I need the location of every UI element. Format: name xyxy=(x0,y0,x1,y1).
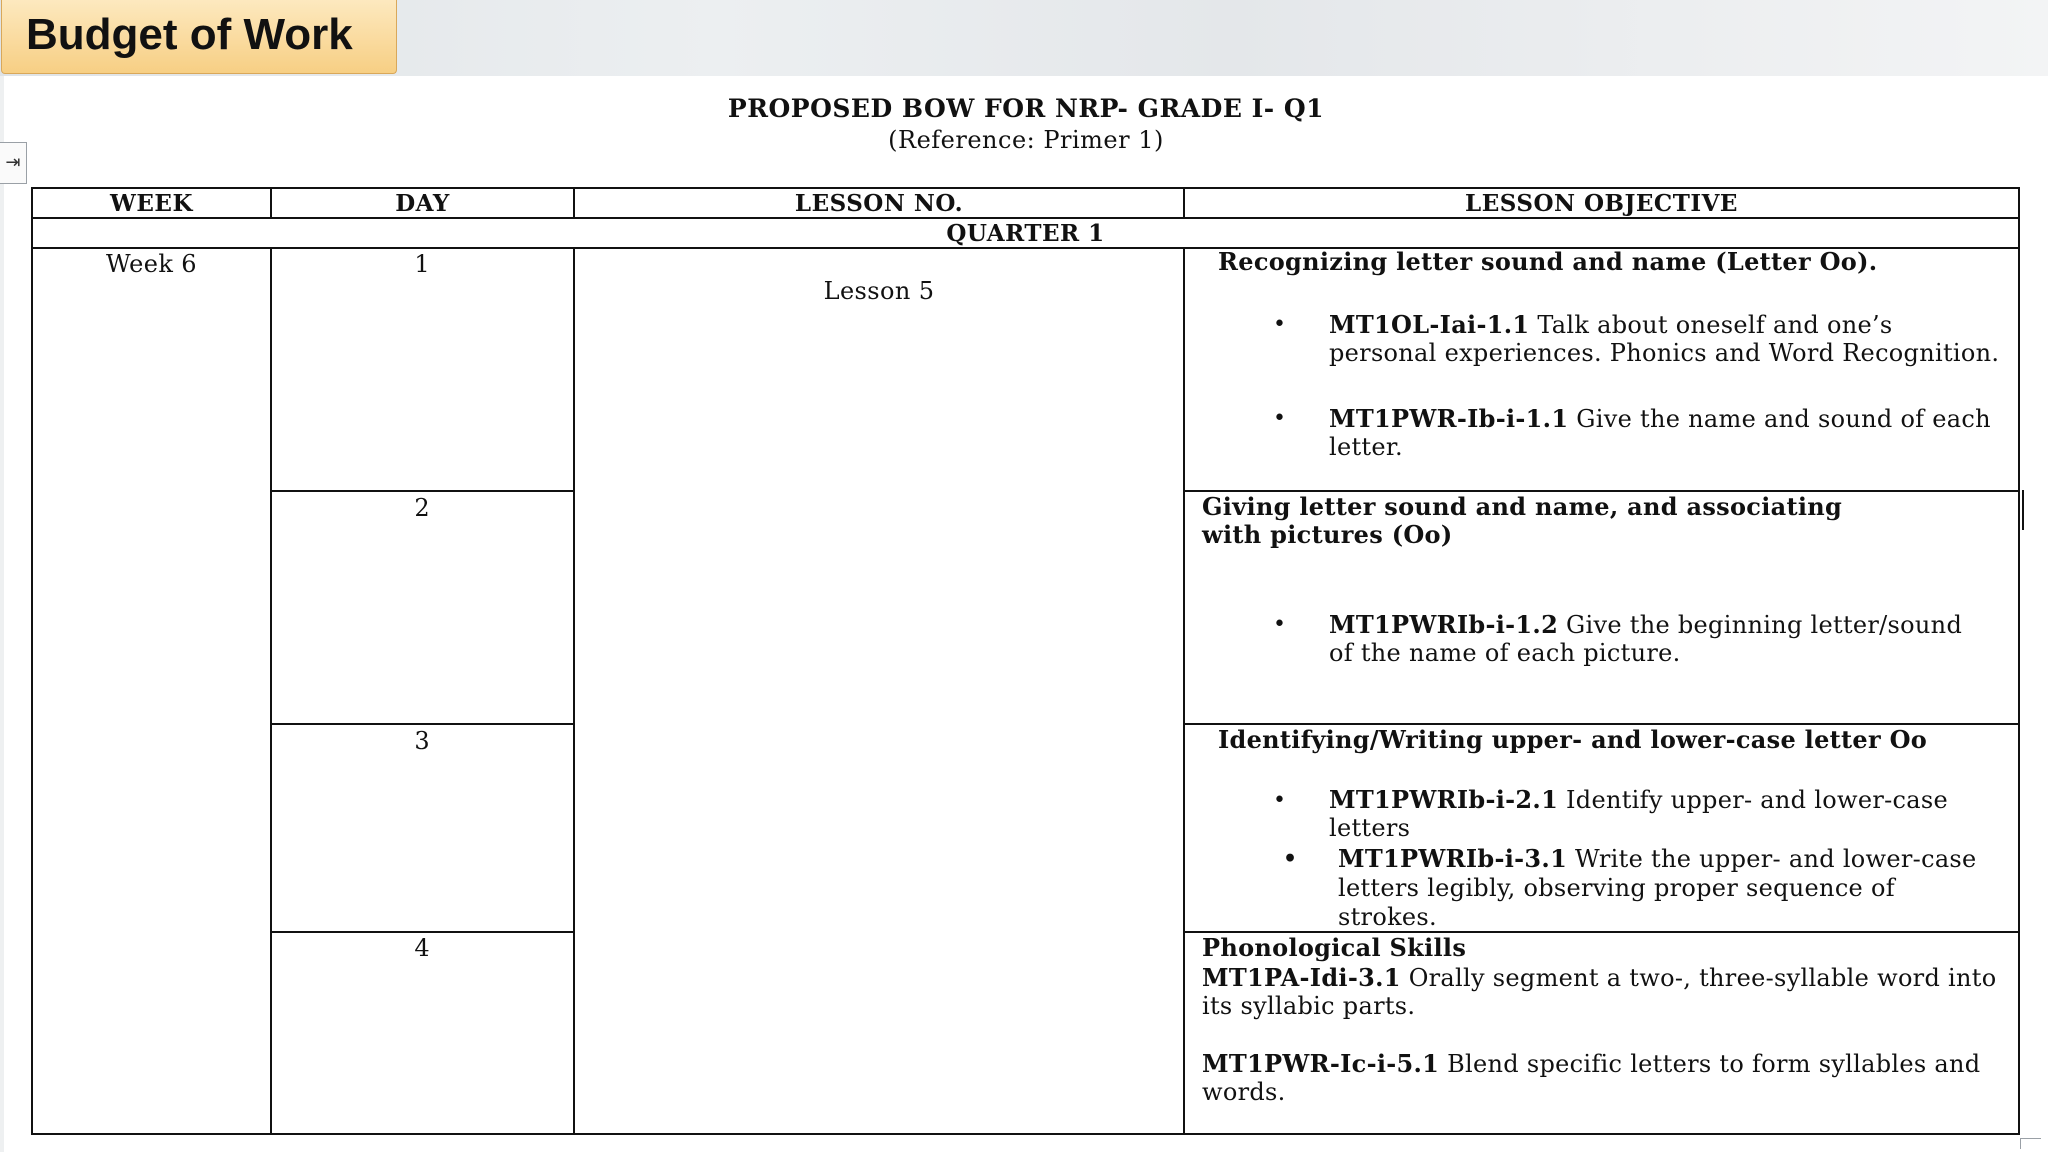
header-lesson-objective: LESSON OBJECTIVE xyxy=(1465,190,1738,217)
objective-code: MT1PA-Idi-3.1 xyxy=(1202,963,1401,992)
header-lesson-no: LESSON NO. xyxy=(794,190,964,217)
day-number: 3 xyxy=(414,727,430,755)
panel-toggle-icon[interactable]: ⇥ xyxy=(0,142,27,184)
objective-heading-text: Phonological Skills xyxy=(1202,933,1467,962)
row-divider-1 xyxy=(271,490,574,492)
objective-item xyxy=(1329,611,1969,667)
objective-text: Give the name and sound of each letter. xyxy=(1329,405,1991,461)
objective-text: Identify upper- and lower-case letters xyxy=(1329,786,1948,842)
objective-item xyxy=(1329,786,1999,842)
objective-heading xyxy=(1218,248,2008,276)
objective-heading-text: Identifying/Writing upper- and lower-case letter Oo xyxy=(1218,725,1928,754)
week-label: Week 6 xyxy=(106,250,197,278)
text-cursor xyxy=(2022,490,2024,530)
col-divider-day-body xyxy=(573,247,575,1135)
table-border-left xyxy=(31,187,33,1135)
bullet-icon: • xyxy=(1283,846,1298,872)
bullet-icon: • xyxy=(1273,406,1286,431)
objective-heading xyxy=(1218,726,1998,754)
table-border-right xyxy=(2018,187,2020,1135)
objective-code: MT1PWRIb-i-1.2 xyxy=(1329,610,1559,639)
day-number: 4 xyxy=(414,934,430,962)
objective-item xyxy=(1329,405,1999,461)
objective-code: MT1PWR-Ib-i-1.1 xyxy=(1329,404,1569,433)
objective-item xyxy=(1202,964,2002,1020)
objective-heading-text: Giving letter sound and name, and associating with pictures (Oo) xyxy=(1202,492,1843,549)
objective-text: Talk about oneself and one’s personal experiences. Phonics and Word Recognition. xyxy=(1329,311,2000,367)
objective-text: Write the upper- and lower-case letters legibly, observing proper sequence of strokes. xyxy=(1338,845,1977,931)
bullet-icon: • xyxy=(1273,312,1286,337)
bullet-icon: • xyxy=(1273,612,1286,637)
day-number: 2 xyxy=(414,494,430,522)
objective-code: MT1OL-Iai-1.1 xyxy=(1329,310,1530,339)
header-week: WEEK xyxy=(110,190,193,217)
table-border-top xyxy=(31,187,2020,189)
objective-text: Blend specific letters to form syllables and words. xyxy=(1202,1050,1981,1106)
objective-heading-text: Recognizing letter sound and name (Letter Oo). xyxy=(1218,247,1878,276)
objective-heading xyxy=(1202,493,1882,549)
lesson-label: Lesson 5 xyxy=(823,277,935,305)
document-title: PROPOSED BOW FOR NRP- GRADE I- Q1 xyxy=(727,94,1325,123)
page-corner-mark xyxy=(2020,1138,2041,1149)
objective-code: MT1PWRIb-i-2.1 xyxy=(1329,785,1559,814)
document-reference: (Reference: Primer 1) xyxy=(888,126,1164,154)
objective-code: MT1PWR-Ic-i-5.1 xyxy=(1202,1049,1440,1078)
header-day: DAY xyxy=(395,190,450,217)
col-divider-lesson-body xyxy=(1183,247,1185,1135)
objective-text: Orally segment a two-, three-syllable word into its syllabic parts. xyxy=(1202,964,1997,1020)
bullet-icon: • xyxy=(1273,788,1286,813)
row-divider-2 xyxy=(271,723,574,725)
objective-item xyxy=(1338,844,2000,932)
slide-title: Budget of Work xyxy=(26,10,353,59)
slide-title-tab xyxy=(1,0,397,74)
objective-item xyxy=(1329,311,2004,367)
table-border-bottom xyxy=(31,1133,2020,1135)
row-divider-3 xyxy=(271,931,574,933)
objective-code: MT1PWRIb-i-3.1 xyxy=(1338,844,1568,873)
quarter-label: QUARTER 1 xyxy=(946,220,1105,247)
col-divider-week-body xyxy=(270,247,272,1135)
objective-heading xyxy=(1202,934,2002,962)
objective-text: Give the beginning letter/sound of the name of each picture. xyxy=(1329,611,1963,667)
objective-item xyxy=(1202,1050,2002,1106)
day-number: 1 xyxy=(414,250,430,278)
